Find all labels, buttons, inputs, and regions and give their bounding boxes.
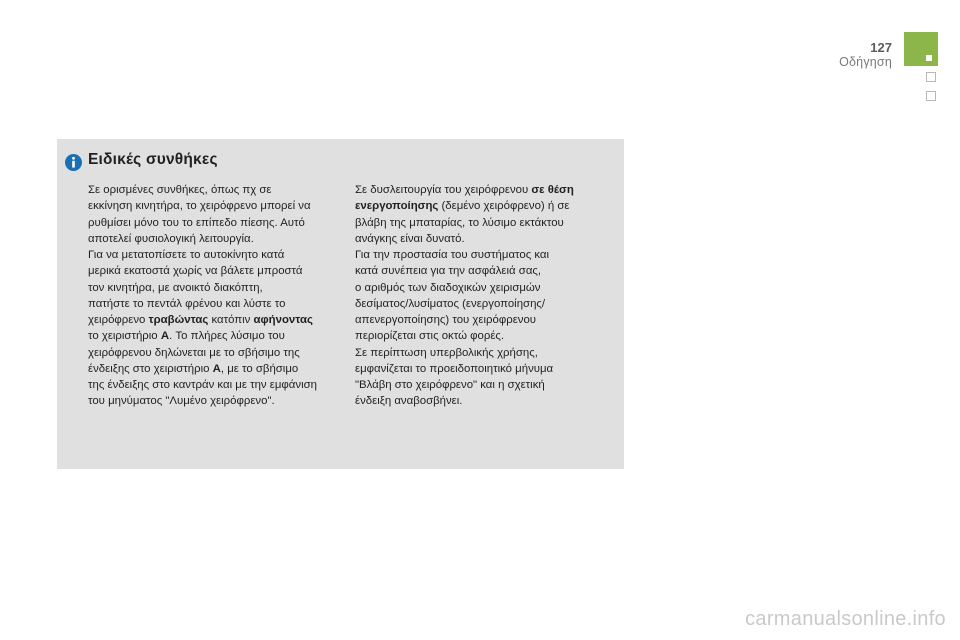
text-line: Σε ορισμένες συνθήκες, όπως πχ σε <box>88 184 272 196</box>
tab-marker-square <box>926 55 932 61</box>
text-line: δεσίματος/λυσίματος (ενεργοποίησης/ <box>355 297 546 310</box>
text-line: κατά συνέπεια για την ασφάλειά σας, <box>355 265 542 278</box>
page-number: 127 <box>870 40 892 55</box>
text-line: εμφανίζεται το προειδοποιητικό μήνυμα <box>355 362 554 375</box>
text-line <box>88 312 344 328</box>
text-line: ο αριθμός των διαδοχικών χειρισμών <box>355 281 541 294</box>
bold-term: σε θέση <box>531 184 574 196</box>
text-line: απενεργοποίησης) του χειρόφρενου <box>355 314 537 326</box>
text-run: . Το πλήρες λύσιμο του <box>169 330 285 343</box>
text-line: μερικά εκατοστά χωρίς να βάλετε μπροστά <box>88 265 303 278</box>
text-line: τον κινητήρα, με ανοικτό διακόπτη, <box>88 281 263 294</box>
bold-term: τραβώντας <box>148 314 209 326</box>
text-line: ρυθμίσει μόνο του το επίπεδο πίεσης. Αυτό <box>88 216 305 229</box>
text-run: κατόπιν <box>208 314 254 326</box>
text-run: χειρόφρενο <box>88 314 149 326</box>
text-line: περιορίζεται στις οκτώ φορές. <box>355 330 505 343</box>
text-line: ανάγκης είναι δυνατό. <box>355 232 465 245</box>
text-line: Για να μετατοπίσετε το αυτοκίνητο κατά <box>88 249 285 261</box>
text-run: (δεμένο χειρόφρενο) ή σε <box>438 200 570 213</box>
text-line <box>88 361 344 377</box>
text-line <box>88 328 344 344</box>
text-run: Σε δυσλειτουργία του χειρόφρενου <box>355 184 532 196</box>
text-run: ένδειξης στο χειριστήριο <box>88 362 213 375</box>
text-line <box>355 198 617 214</box>
bold-term: αφήνοντας <box>253 314 313 326</box>
info-panel <box>57 139 624 469</box>
text-line: βλάβη της μπαταρίας, το λύσιμο εκτάκτου <box>355 216 564 229</box>
section-tab-marker <box>904 32 938 66</box>
text-line: ένδειξη αναβοσβήνει. <box>355 395 463 408</box>
text-line: χειρόφρενου δηλώνεται με το σβήσιμο της <box>88 346 300 359</box>
bold-term: A <box>212 362 221 375</box>
panel-title: Ειδικές συνθήκες <box>88 151 218 168</box>
text-line: "Βλάβη στο χειρόφρενο" και η σχετική <box>355 379 545 391</box>
left-column <box>88 182 344 410</box>
text-line: εκκίνηση κινητήρα, το χειρόφρενο μπορεί να <box>88 200 311 213</box>
info-icon <box>65 154 82 171</box>
text-line: του μηνύματος "Λυμένο χειρόφρενο". <box>88 395 275 408</box>
right-column <box>355 182 617 410</box>
text-line <box>355 182 617 198</box>
text-line: αποτελεί φυσιολογική λειτουργία. <box>88 232 254 245</box>
watermark: carmanualsonline.info <box>745 608 946 630</box>
bold-term: A <box>160 330 170 343</box>
bold-term: ενεργοποίησης <box>355 200 439 213</box>
text-line: της ένδειξης στο καντράν και με την εμφάνιση <box>88 379 317 391</box>
text-run: το χειριστήριο <box>88 330 161 343</box>
section-title: Οδήγηση <box>839 55 892 69</box>
text-run: , με το σβήσιμο <box>220 362 299 375</box>
text-line: Σε περίπτωση υπερβολικής χρήσης, <box>355 346 538 359</box>
section-tab-box <box>926 72 936 82</box>
text-line: πατήστε το πεντάλ φρένου και λύστε το <box>88 297 286 310</box>
text-line: Για την προστασία του συστήματος και <box>355 249 550 261</box>
section-tab-box <box>926 91 936 101</box>
